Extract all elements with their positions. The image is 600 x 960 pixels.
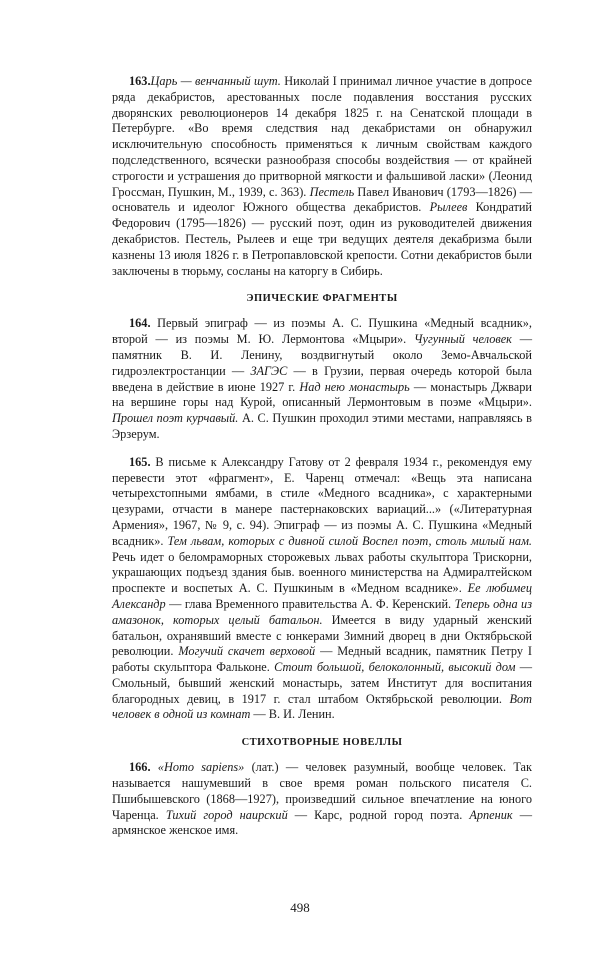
note-entry [112,760,532,839]
note-italic-text: Над нею монастырь [299,379,410,394]
note-text: (лат.) — человек разумный, вообще человек. Так называется нашумевший в свое время роман польского писателя С. Пшибышевского (1868—1927), произведший сильное впечатление на юного Чаренца. [112,760,532,822]
note-italic-text: Тем львам, которых с дивной силой Воспел поэт, столь милый нам. [167,533,532,548]
note-text: — Карс, родной город поэта. [287,807,470,822]
note-number: 163. [129,74,151,88]
note-text: А. С. Пушкин проходил этими местами, направляясь в Эрзерум. [112,411,532,441]
note-number: 165. [129,454,151,469]
note-text: — в Грузии, первая очередь которой была введена в действие в июне 1927 г. [112,363,532,394]
note-number: 164. [129,316,151,331]
note-text: — В. И. Ленин. [250,707,335,722]
note-italic-text: Арпеник [469,807,513,822]
note-text: Первый эпиграф — из поэмы А. С. Пушкина «Медный всадник», второй — из поэмы М. Ю. Лермонтова «Мцыри». [112,316,532,347]
note-italic-text: Теперь одна из амазонок, которых целый батальон. [112,596,533,627]
note-italic-text: Вот человек в одной из комнат [112,691,532,722]
note-italic-text: Ее любимец Александр [112,581,533,611]
note-italic-text: Могучий скачет верховой [178,644,316,659]
section-heading: СТИХОТВОРНЫЕ НОВЕЛЛЫ [241,737,403,749]
note-text [151,760,158,774]
page-body [112,74,532,851]
note-number: 166. [129,760,151,775]
note-text: — армянское женское имя. [112,807,532,838]
note-italic-text: Рылеев [429,200,468,215]
note-text: — памятник В. И. Ленину, воздвигнутый около Земо-Авчальской гидроэлектростанции — [112,332,532,378]
note-text: Речь идет о беломраморных сторожевых львах работы скульптора Трискорни, украшающих подъезд здания быв. военного министерства на Адмиралтейском проспекте и воспетых А. С. Пушкиным в «Медном всаднике». [112,549,532,596]
note-text: Имеется в виду ударный женский батальон, охранявший вместе с юнкерами Зимний дворец в дни Октябрьской революции. [112,612,533,659]
note-italic-text: Прошел поэт курчавый. [112,411,239,426]
page-number: 498 [290,900,310,915]
note-text: Николай I принимал личное участие в допросе ряда декабристов, арестованных после подавления восстания русских дворянских революционеров 14 декабря 1825 г. на Сенатской площади в Петербурге. «Во время следствия над декабристами он обнаружил исключительную способность применяться к личным свойствам каждого подследственного, всячески разнообразя способы воздействия — от крайней строгости и устрашения до притворной мягкости и фальшивой ласки» (Леонид Гроссман, Пушкин, М., 1939, с. 363). [112,74,532,199]
note-text: Павел Иванович (1793—1826) — основатель и идеолог Южного общества декабристов. [112,184,532,215]
note-text: — Медный всадник, памятник Петру I работы скульптора Фальконе. [112,644,532,675]
note-italic-text: «Homo sapiens» [157,760,245,775]
note-italic-text: Чугунный человек [414,332,512,347]
section-heading: ЭПИЧЕСКИЕ ФРАГМЕНТЫ [246,293,398,305]
note-italic-text: Тихий город наирский [165,807,288,822]
note-text: — глава Временного правительства А. Ф. Керенский. [165,596,455,611]
note-italic-text: ЗАГЭС [250,363,288,378]
note-italic-text: Царь — венчанный шут. [150,74,281,88]
note-text: — Смольный, бывший женский монастырь, затем Институт для воспитания благородных девиц, в 1917 г. стал штабом Октябрьской революции. [112,660,532,706]
note-text: В письме к Александру Гатову от 2 февраля 1934 г., рекомендуя ему перевести этот «фрагмент», Е. Чаренц отмечал: «Вещь эта написана четырехстопными ямбами, в стиле «Медного всадника», с характерными цезурами, отчасти в манере пастернаковских вариаций...» («Литературная Армения», 1967, № 9, с. 94). Эпиграф — из поэмы А. С. Пушкина «Медный всадник». [112,454,532,548]
note-entry [112,316,532,442]
note-entry [112,455,532,724]
note-italic-text: Пестель [309,184,355,199]
note-italic-text: Стоит большой, белоколонный, высокий дом [274,660,516,675]
note-entry [112,74,532,279]
note-text: — монастырь Джвари на вершине горы над Курой, описанный Лермонтовым в поэме «Мцыри». [112,379,532,410]
note-text: Кондратий Федорович (1795—1826) — русский поэт, один из руководителей движения декабристов. Пестель, Рылеев и еще три ведущих деятеля декабризма были казнены 13 июля 1826 г. в Петропавловской крепости. Сотни декабристов были заключены в тюрьму, сосланы на каторгу в Сибирь. [112,200,532,278]
